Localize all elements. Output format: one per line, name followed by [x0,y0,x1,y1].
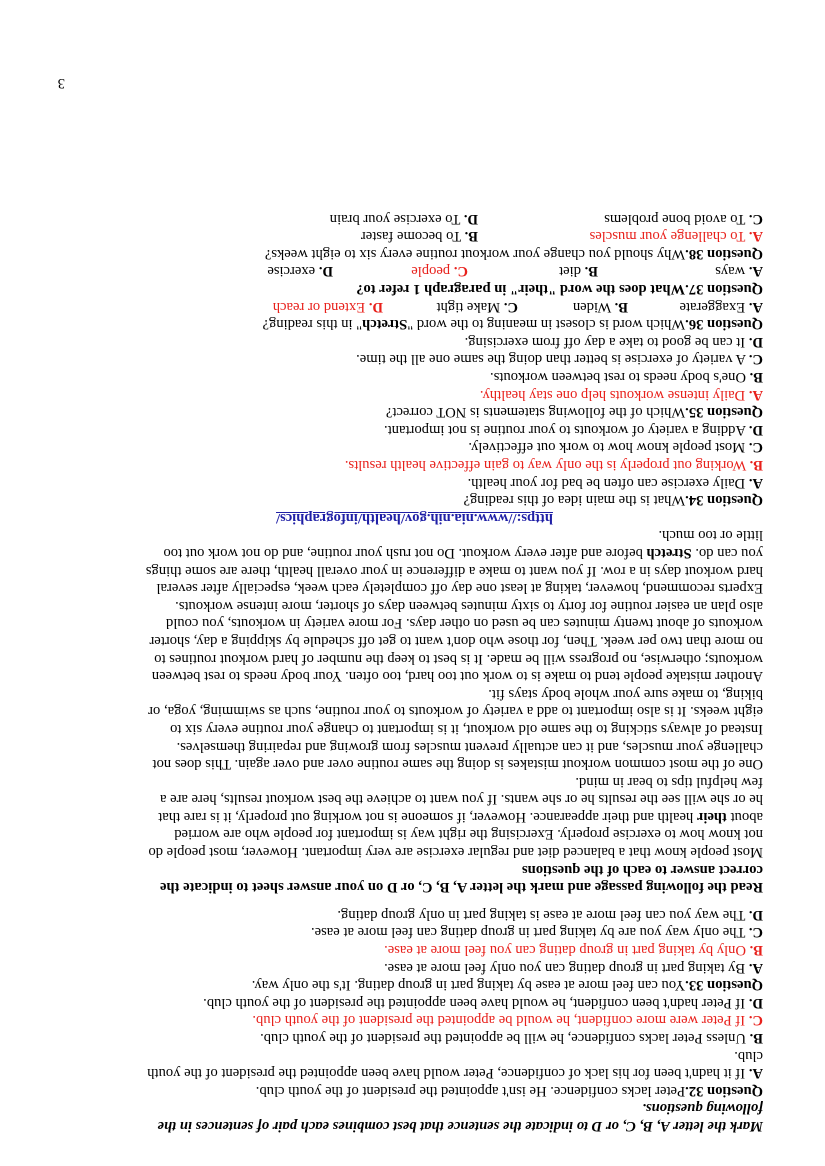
option-b: Working out properly is the only way to gain effective health results. [344,457,750,474]
question-34: Question 34.What is the main idea of this reading? A. Daily exercise can often be bad for your health. B. Working out properly is the only way to gain effective health results. C. Most people know how to work out effectively. D. Adding a variety of workouts to your routine is not important. [66,420,763,508]
option-a: Exaggerate [679,298,749,315]
option-c: If Peter were more confident, he would be appointed the president of the youth club. [252,1012,749,1029]
option-b: diet [559,263,585,280]
option-c: A variety of exercise is better than doing the same one all the time. [356,351,749,368]
option-a: ways [715,263,749,280]
options-row: A. Exaggerate B. Widen C. Make tight D. Extend or reach [272,298,763,315]
keyword-their: their [696,808,727,825]
option-a: To challenge your muscles [589,228,749,245]
option-b: To become faster [360,228,465,245]
question-32: Question 32.Peter lacks confidence. He isn't appointed the president of the youth club. A. If it hadn't been for his lack of confidence, Peter would have been appointed the president of the youth club. B. Unless Peter lacks confidence, he will be appointed the president of the youth club. C. If Peter were more confident, he would be appointed the president of the youth club. D. If Peter hadn't been confident, he would have been appointed the president of the youth club. [66,993,763,1099]
source-link[interactable]: https://www.nia.nih.gov/health/infographics/ [276,509,553,526]
question-38: Question 38.Why should you change your workout routine every six to eight weeks? A. To challenge your muscles B. To become faster C. To avoid bone problems D. To exercise your brain [66,209,763,262]
option-a: By taking part in group dating can you only feel more at ease. [384,959,749,976]
option-c: Make tight [436,298,504,315]
correct-answer: A. To challenge your muscles [589,228,763,245]
correct-answer: C. people [411,263,468,280]
option-a: If it hadn't been for his lack of confidence, Peter would have been appointed the president of the youth [147,1065,749,1082]
question-33: Question 33.You can feel more at ease by taking part in group dating. It's the only way. A. By taking part in group dating can you only feel more at ease. B. Only by taking part in group dating can you feel more at ease. C. The only way you are by taking part in group dating can feel more at ease. D. The way you can feel more at ease is taking part in only group dating. [66,905,763,993]
reading-passage: Most people know that a balanced diet and regular exercise are very important. However, most people do not know how to exercise properly. Exercising the right way is important for people who are worried about their health and their appearance. However, if someone is not working out properly, it is rare that he or she will see the results he or she wants. If you want to achieve the best workout results, here are a few helpful tips to bear in mind. One of the most common workout mistakes is doing the same routine over and over again. This does not challenge your muscles, and it can actually prevent muscles from growing and repairing themselves. Instead of always sticking to the same old workout, it is important to change your routine every six to eight weeks. It is also important to add a variety of workouts to your routine, such as swimming, yoga, or biking, to make sure your whole body stays fit. Another mistake people tend to make is to work out too hard, too often. Your body needs to rest between workouts; otherwise, no progress will be made. It is best to keep the number of hard workout routines to no more than two per week. Then, for those who don't want to get off schedule by skipping a day, shorter workouts of about twenty minutes can be used on other days. For more variety in workouts, you could also plan an easier routine for forty to sixty minutes between days of shorter, more intense workouts. Experts recommend, however, taking at least one day off completely each week, especially after several hard workout days in a row. If you want to make a difference in your overall health, there are some things you can do. Stretch before and after every workout. Do not rush your routine, and do not work out too little or too much. https://www.nia.nih.gov/health/infographics/ [145,509,763,861]
correct-answer: A. Daily intense workouts help one stay healthy. [479,386,763,403]
option-d: The way you can feel more at ease is taking part in only group dating. [337,906,749,923]
option-d: To exercise your brain [329,210,464,227]
option-b: Only by taking part in group dating can you feel more at ease. [384,942,750,959]
option-c: people [411,263,454,280]
correct-answer: D. Extend or reach [272,298,383,315]
keyword-stretch: Stretch [646,545,692,561]
section2-instruction: Read the following passage and mark the letter A, B, C, or D on your answer sheet to indicate the correct answer to each of the questions [160,861,763,896]
question-35: Question 35.Which of the following statements is NOT correct? A. Daily intense workouts help one stay healthy. B. One's body needs to rest between workouts. C. A variety of exercise is better than doing the same one all the time. D. It can be good to take a day off from exercising. [66,332,763,420]
options-row: A. ways B. diet C. people D. exercise [267,263,763,280]
question-37: Question 37.What does the word "their" in paragraph 1 refer to? A. ways B. diet C. people D. exercise [66,262,763,297]
option-d: exercise [267,263,319,280]
correct-answer: B. Working out properly is the only way to gain effective health results. [344,457,763,474]
option-c: The only way you are by taking part in group dating can feel more at ease. [310,924,749,941]
option-b: Unless Peter lacks confidence, he will be appointed the president of the youth club. [260,1030,750,1047]
option-d: Extend or reach [272,298,369,315]
option-b: One's body needs to rest between workouts. [490,369,750,386]
options-row: A. To challenge your muscles B. To become faster [360,228,763,245]
page-number: 3 [57,75,65,91]
option-d: If Peter hadn't been confident, he would have been appointed the president of the youth club. [203,994,749,1011]
correct-answer: C. If Peter were more confident, he would be appointed the president of the youth club. [252,1012,763,1029]
option-d: It can be good to take a day off from exercising. [464,333,749,350]
option-c: Most people know how to work out effectively. [468,439,749,456]
question-36: Question 36.Which word is closest in meaning to the word "Stretch" in this reading? A. Exaggerate B. Widen C. Make tight D. Extend or reach [66,297,763,332]
option-b: Widen [572,298,615,315]
section1-instruction: Mark the letter A, B, C, or D to indicate the sentence that best combines each pair of sentences in the following questions. [157,1100,763,1134]
correct-answer: B. Only by taking part in group dating can you feel more at ease. [384,942,763,959]
option-a: Daily exercise can often be bad for your health. [467,474,749,491]
option-c: To avoid bone problems [604,210,749,227]
option-d: Adding a variety of workouts to your routine is not important. [384,421,749,438]
option-a: Daily intense workouts help one stay healthy. [479,386,749,403]
options-row: C. To avoid bone problems D. To exercise your brain [329,210,763,227]
